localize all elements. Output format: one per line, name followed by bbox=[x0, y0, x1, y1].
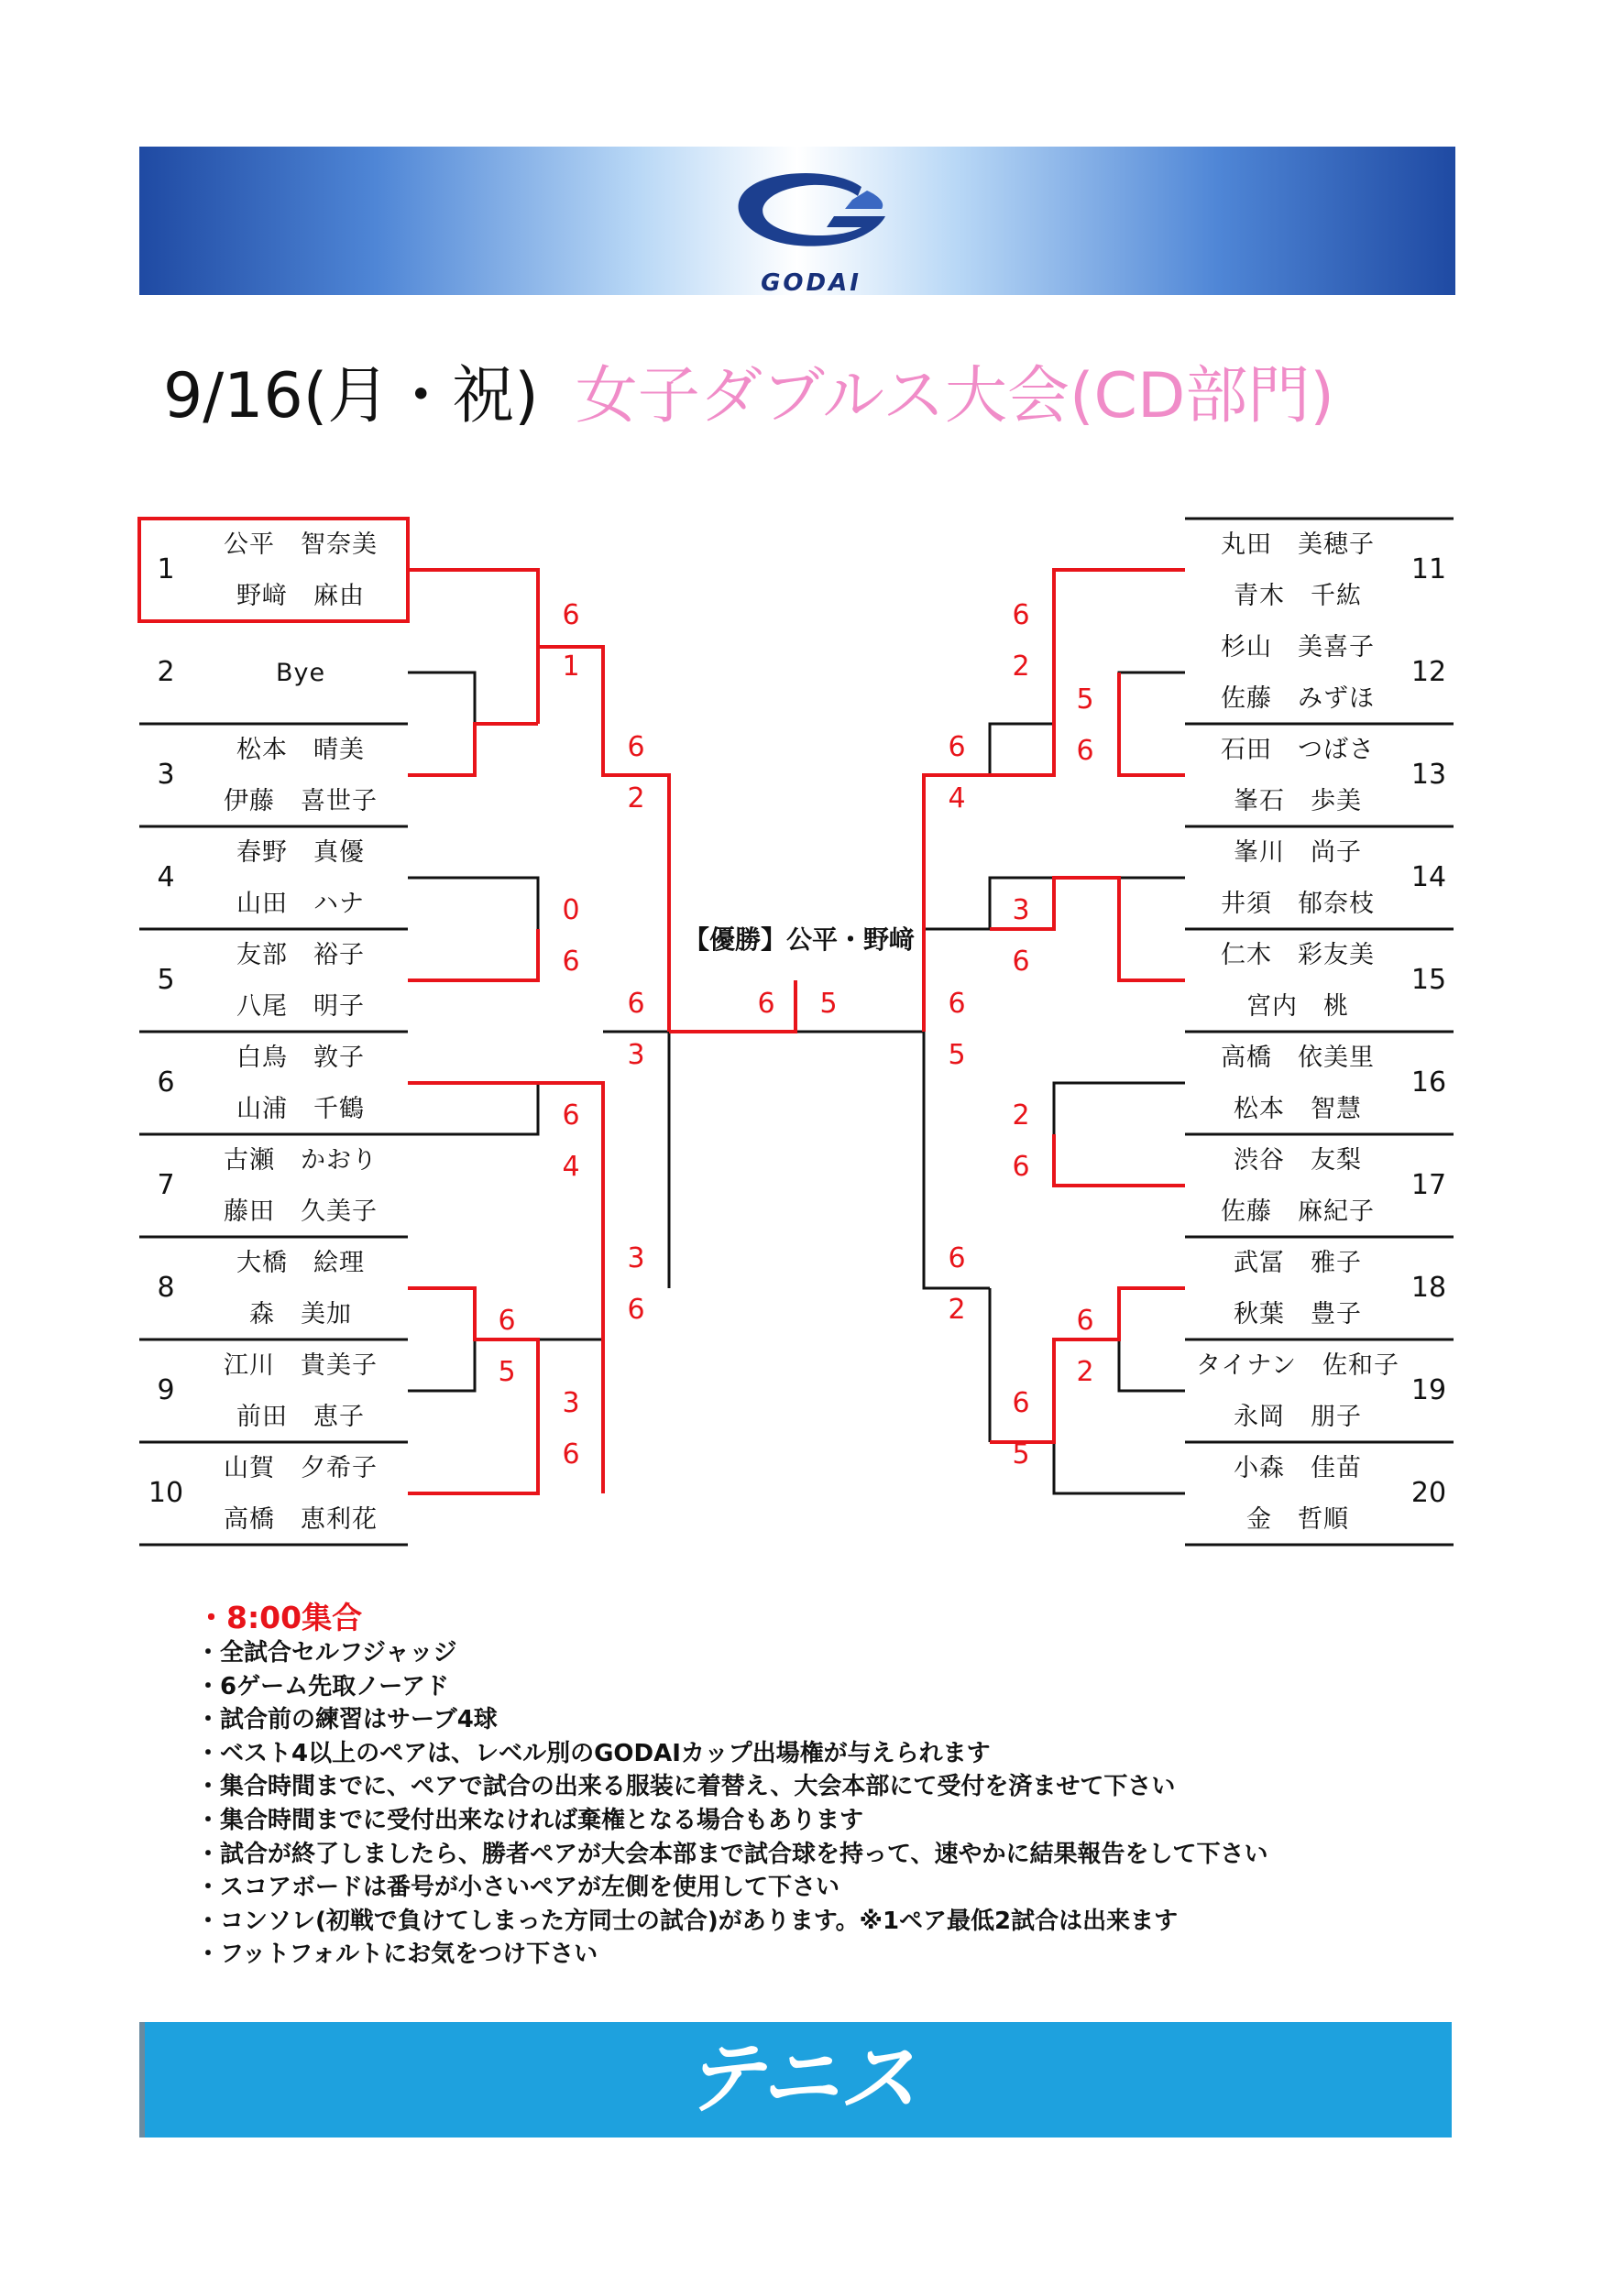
player-name: 峯川 尚子 bbox=[1234, 838, 1362, 867]
player-name: 武冨 雅子 bbox=[1234, 1249, 1362, 1277]
player-name: 大橋 絵理 bbox=[236, 1249, 365, 1277]
match-score: 6 bbox=[562, 599, 580, 631]
player-name: 高橋 恵利花 bbox=[224, 1505, 378, 1534]
notes-item: ・コンソレ(初戦で負けてしまった方同士の試合)があります。※1ペア最低2試合は出来ます bbox=[196, 1907, 1179, 1935]
match-score: 6 bbox=[1076, 1305, 1094, 1337]
match-score: 5 bbox=[498, 1356, 516, 1388]
seed-number: 2 bbox=[157, 656, 175, 688]
notes-item: ・試合が終了しましたら、勝者ペアが大会本部まで試合球を持って、速やかに結果報告をして下さい bbox=[196, 1840, 1268, 1868]
notes-item: ・試合前の練習はサーブ4球 bbox=[196, 1706, 498, 1734]
player-name: 江川 貴美子 bbox=[224, 1351, 378, 1380]
seed-number: 19 bbox=[1410, 1374, 1447, 1406]
seed-number: 6 bbox=[157, 1066, 175, 1099]
player-name: 森 美加 bbox=[249, 1300, 352, 1328]
match-score: 5 bbox=[819, 988, 838, 1020]
match-score: 6 bbox=[1076, 735, 1094, 767]
match-score: 2 bbox=[1012, 651, 1030, 683]
notes-item: ・フットフォルトにお気をつけ下さい bbox=[196, 1941, 598, 1969]
match-score: 5 bbox=[1076, 683, 1094, 716]
match-score: 3 bbox=[627, 1242, 645, 1274]
player-name: 渋谷 友梨 bbox=[1234, 1146, 1362, 1175]
event-date: 9/16(月・祝) bbox=[163, 360, 539, 432]
player-name: 野﨑 麻由 bbox=[236, 582, 365, 610]
player-name: 佐藤 麻紀子 bbox=[1221, 1197, 1375, 1226]
seed-number: 10 bbox=[148, 1477, 184, 1509]
seed-number: 14 bbox=[1410, 861, 1447, 893]
seed-number: 4 bbox=[157, 861, 175, 893]
seed-number: 13 bbox=[1410, 759, 1447, 791]
player-name: 山浦 千鶴 bbox=[236, 1095, 365, 1123]
footer-banner-text: テニス bbox=[684, 2033, 918, 2125]
notes-item: ・全試合セルフジャッジ bbox=[196, 1639, 457, 1667]
notes-section bbox=[196, 1600, 1267, 1972]
match-score: 5 bbox=[1012, 1438, 1030, 1471]
match-score: 6 bbox=[562, 1099, 580, 1132]
player-name: 秋葉 豊子 bbox=[1234, 1300, 1362, 1328]
notes-item: ・ベスト4以上のペアは、レベル別のGODAIカップ出場権が与えられます bbox=[196, 1739, 991, 1767]
match-score: 3 bbox=[562, 1387, 580, 1419]
seed-number: 3 bbox=[157, 759, 175, 791]
notes-item: ・6ゲーム先取ノーアド bbox=[196, 1672, 450, 1700]
match-score: 3 bbox=[1012, 894, 1030, 926]
player-name: 佐藤 みずほ bbox=[1221, 684, 1375, 713]
seed-number: 1 bbox=[157, 553, 175, 585]
notes-item: ・スコアボードは番号が小さいペアが左側を使用して下さい bbox=[196, 1874, 840, 1902]
match-score: 6 bbox=[948, 731, 966, 763]
match-score: 2 bbox=[1076, 1356, 1094, 1388]
seed-number: 8 bbox=[157, 1272, 175, 1304]
match-score: 5 bbox=[948, 1039, 966, 1071]
player-name: Bye bbox=[275, 659, 326, 687]
champion-label: 【優勝】公平・野﨑 bbox=[683, 924, 915, 955]
player-name: 山田 ハナ bbox=[236, 890, 365, 918]
seed-number: 7 bbox=[157, 1169, 175, 1201]
logo-text: GODAI bbox=[761, 269, 861, 297]
match-score: 6 bbox=[498, 1305, 516, 1337]
event-name: 女子ダブルス大会(CD部門) bbox=[575, 360, 1334, 432]
match-score: 1 bbox=[562, 651, 580, 683]
match-score: 6 bbox=[627, 731, 645, 763]
seed-number: 11 bbox=[1410, 553, 1447, 585]
player-name: 春野 真優 bbox=[236, 838, 365, 867]
match-score: 6 bbox=[627, 1294, 645, 1326]
player-name: 古瀬 かおり bbox=[224, 1146, 378, 1175]
match-score: 6 bbox=[1012, 946, 1030, 978]
seed-number: 18 bbox=[1410, 1272, 1447, 1304]
seed-number: 17 bbox=[1410, 1169, 1447, 1201]
player-name: 松本 智慧 bbox=[1234, 1095, 1362, 1123]
match-score: 3 bbox=[627, 1039, 645, 1071]
player-name: 仁木 彩友美 bbox=[1221, 941, 1375, 969]
player-name: 松本 晴美 bbox=[236, 736, 365, 764]
match-score: 6 bbox=[948, 988, 966, 1020]
match-score: 2 bbox=[627, 782, 645, 815]
player-name: 永岡 朋子 bbox=[1234, 1403, 1362, 1431]
player-name: 青木 千紘 bbox=[1234, 582, 1362, 610]
match-score: 6 bbox=[757, 988, 775, 1020]
match-score: 6 bbox=[627, 988, 645, 1020]
player-name: 杉山 美喜子 bbox=[1221, 633, 1375, 661]
player-name: 山賀 夕希子 bbox=[224, 1454, 378, 1482]
player-name: 藤田 久美子 bbox=[224, 1197, 378, 1226]
player-name: 石田 つばさ bbox=[1221, 736, 1375, 764]
match-score: 2 bbox=[1012, 1099, 1030, 1132]
notes-item: ・集合時間までに受付出来なければ棄権となる場合もあります bbox=[196, 1806, 864, 1834]
player-name: 金 哲順 bbox=[1246, 1505, 1349, 1534]
match-score: 6 bbox=[948, 1242, 966, 1274]
player-name: 井須 郁奈枝 bbox=[1221, 890, 1375, 918]
player-name: タイナン 佐和子 bbox=[1195, 1351, 1400, 1380]
match-score: 6 bbox=[1012, 599, 1030, 631]
match-score: 4 bbox=[948, 782, 966, 815]
match-score: 6 bbox=[1012, 1151, 1030, 1183]
match-score: 0 bbox=[562, 894, 580, 926]
notes-heading: ・8:00集合 bbox=[196, 1600, 363, 1635]
player-name: 前田 恵子 bbox=[236, 1403, 365, 1431]
match-score: 6 bbox=[1012, 1387, 1030, 1419]
player-name: 小森 佳苗 bbox=[1234, 1454, 1362, 1482]
player-name: 八尾 明子 bbox=[236, 992, 365, 1021]
player-name: 公平 智奈美 bbox=[224, 530, 378, 559]
seed-number: 16 bbox=[1410, 1066, 1447, 1099]
match-score: 6 bbox=[562, 1438, 580, 1471]
seed-number: 5 bbox=[157, 964, 175, 996]
seed-number: 15 bbox=[1410, 964, 1447, 996]
seed-number: 20 bbox=[1410, 1477, 1447, 1509]
player-name: 丸田 美穂子 bbox=[1221, 530, 1375, 559]
player-name: 白鳥 敦子 bbox=[236, 1044, 365, 1072]
match-score: 2 bbox=[948, 1294, 966, 1326]
player-name: 高橋 依美里 bbox=[1221, 1044, 1375, 1072]
player-name: 宮内 桃 bbox=[1246, 992, 1349, 1021]
player-name: 峯石 歩美 bbox=[1234, 787, 1362, 815]
notes-item: ・集合時間までに、ペアで試合の出来る服装に着替え、大会本部にて受付を済ませて下さい bbox=[196, 1773, 1176, 1801]
match-score: 6 bbox=[562, 946, 580, 978]
player-name: 伊藤 喜世子 bbox=[224, 787, 378, 815]
seed-number: 12 bbox=[1410, 656, 1447, 688]
player-name: 友部 裕子 bbox=[236, 941, 365, 969]
match-score: 4 bbox=[562, 1151, 580, 1183]
seed-number: 9 bbox=[157, 1374, 175, 1406]
